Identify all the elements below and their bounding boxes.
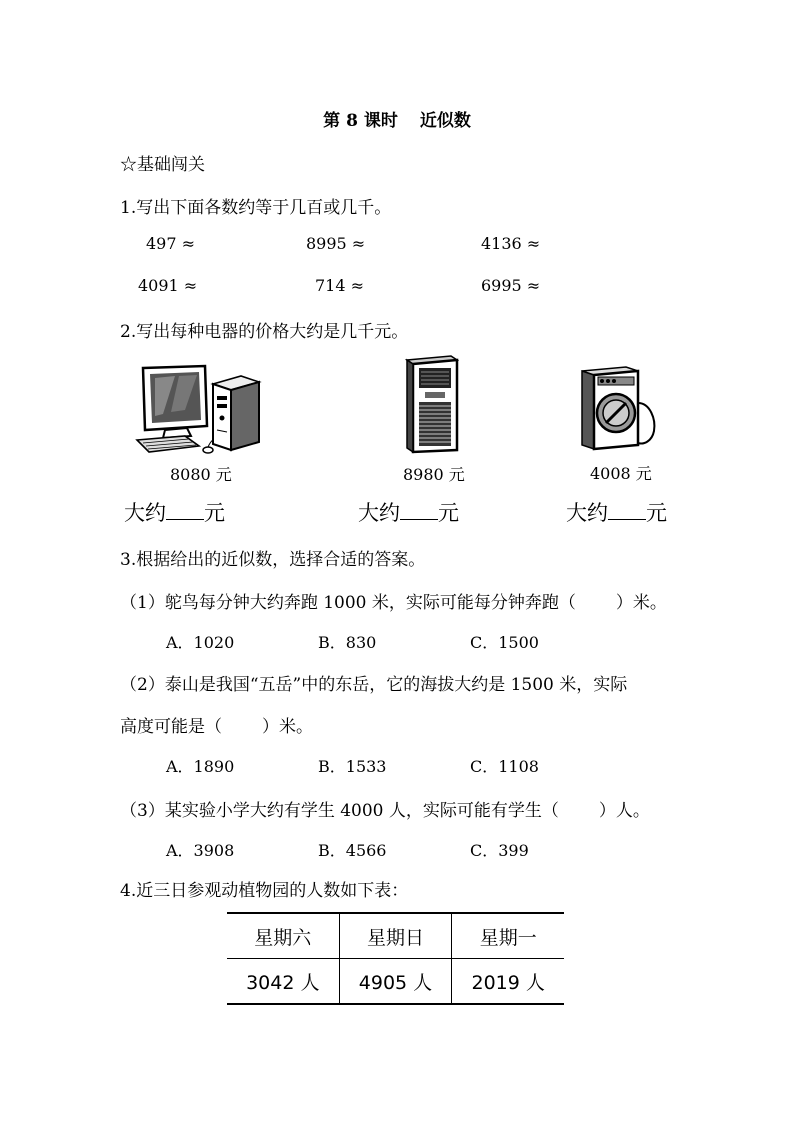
sub-question-2-line2 xyxy=(120,712,313,737)
question-4-prompt: 4.近三日参观动植物园的人数如下表： xyxy=(120,881,409,901)
option-b[interactable]: B．1533 xyxy=(318,757,387,776)
washing-machine-price: 4008 元 xyxy=(590,464,652,483)
about-label: 大约 xyxy=(358,501,400,525)
cell-sunday: 4905 人 xyxy=(339,959,452,1005)
sub-question-text: 高度可能是（ xyxy=(120,717,222,737)
estimate-item: 497 ≈ xyxy=(146,234,196,253)
sub-question-text: （3）某实验小学大约有学生 4000 人，实际可能有学生（ xyxy=(120,801,559,821)
question-2-prompt: 2.写出每种电器的价格大约是几千元。 xyxy=(120,322,409,342)
section-heading: ☆基础闯关 xyxy=(120,155,205,175)
washing-machine-estimate xyxy=(566,497,667,527)
computer-price: 8080 元 xyxy=(170,465,232,484)
answer-blank[interactable] xyxy=(400,501,438,520)
sub-question-2-line1: （2）泰山是我国“五岳”中的东岳，它的海拔大约是 1500 米，实际 xyxy=(120,675,628,695)
computer-estimate xyxy=(124,497,225,527)
question-1-prompt: 1.写出下面各数约等于几百或几千。 xyxy=(120,198,392,218)
lesson-number: 第 8 课时 xyxy=(323,111,398,131)
about-label: 大约 xyxy=(566,501,608,525)
question-3-prompt: 3.根据给出的近似数，选择合适的答案。 xyxy=(120,550,426,570)
cell-monday: 2019 人 xyxy=(452,959,564,1005)
visitor-table xyxy=(227,912,564,1005)
computer-icon xyxy=(135,364,263,456)
washing-machine-icon xyxy=(578,363,662,453)
estimate-item: 8995 ≈ xyxy=(306,234,366,253)
estimate-item: 714 ≈ xyxy=(315,276,365,295)
option-a[interactable]: A．1020 xyxy=(166,633,235,652)
page-title xyxy=(0,106,794,131)
unit-label: 元 xyxy=(438,501,459,525)
answer-blank[interactable] xyxy=(166,501,204,520)
option-c[interactable]: C．1108 xyxy=(470,757,539,776)
estimate-item: 6995 ≈ xyxy=(481,276,541,295)
air-conditioner-estimate xyxy=(358,497,459,527)
sub-question-text: ）米。 xyxy=(262,717,313,737)
unit-label: 元 xyxy=(204,501,225,525)
air-conditioner-price: 8980 元 xyxy=(403,465,465,484)
option-a[interactable]: A．3908 xyxy=(166,841,235,860)
air-conditioner-icon xyxy=(401,354,459,454)
sub-question-text: ）人。 xyxy=(598,801,650,821)
sub-question-text: （1）鸵鸟每分钟大约奔跑 1000 米，实际可能每分钟奔跑（ xyxy=(120,593,576,613)
answer-blank[interactable] xyxy=(608,501,646,520)
option-c[interactable]: C．1500 xyxy=(470,633,539,652)
estimate-item: 4136 ≈ xyxy=(481,234,541,253)
option-b[interactable]: B．830 xyxy=(318,633,377,652)
option-a[interactable]: A．1890 xyxy=(166,757,235,776)
sub-question-1 xyxy=(120,588,667,613)
option-b[interactable]: B．4566 xyxy=(318,841,387,860)
sub-question-3 xyxy=(120,796,650,821)
table-row xyxy=(227,959,564,1005)
header-monday: 星期一 xyxy=(452,913,564,959)
header-sunday: 星期日 xyxy=(339,913,452,959)
unit-label: 元 xyxy=(646,501,667,525)
cell-saturday: 3042 人 xyxy=(246,971,320,994)
lesson-topic: 近似数 xyxy=(419,111,471,131)
estimate-item: 4091 ≈ xyxy=(138,276,198,295)
sub-question-text: ）米。 xyxy=(615,593,667,613)
table-header-row xyxy=(227,913,564,959)
header-saturday: 星期六 xyxy=(254,926,312,949)
about-label: 大约 xyxy=(124,501,166,525)
option-c[interactable]: C．399 xyxy=(470,841,529,860)
